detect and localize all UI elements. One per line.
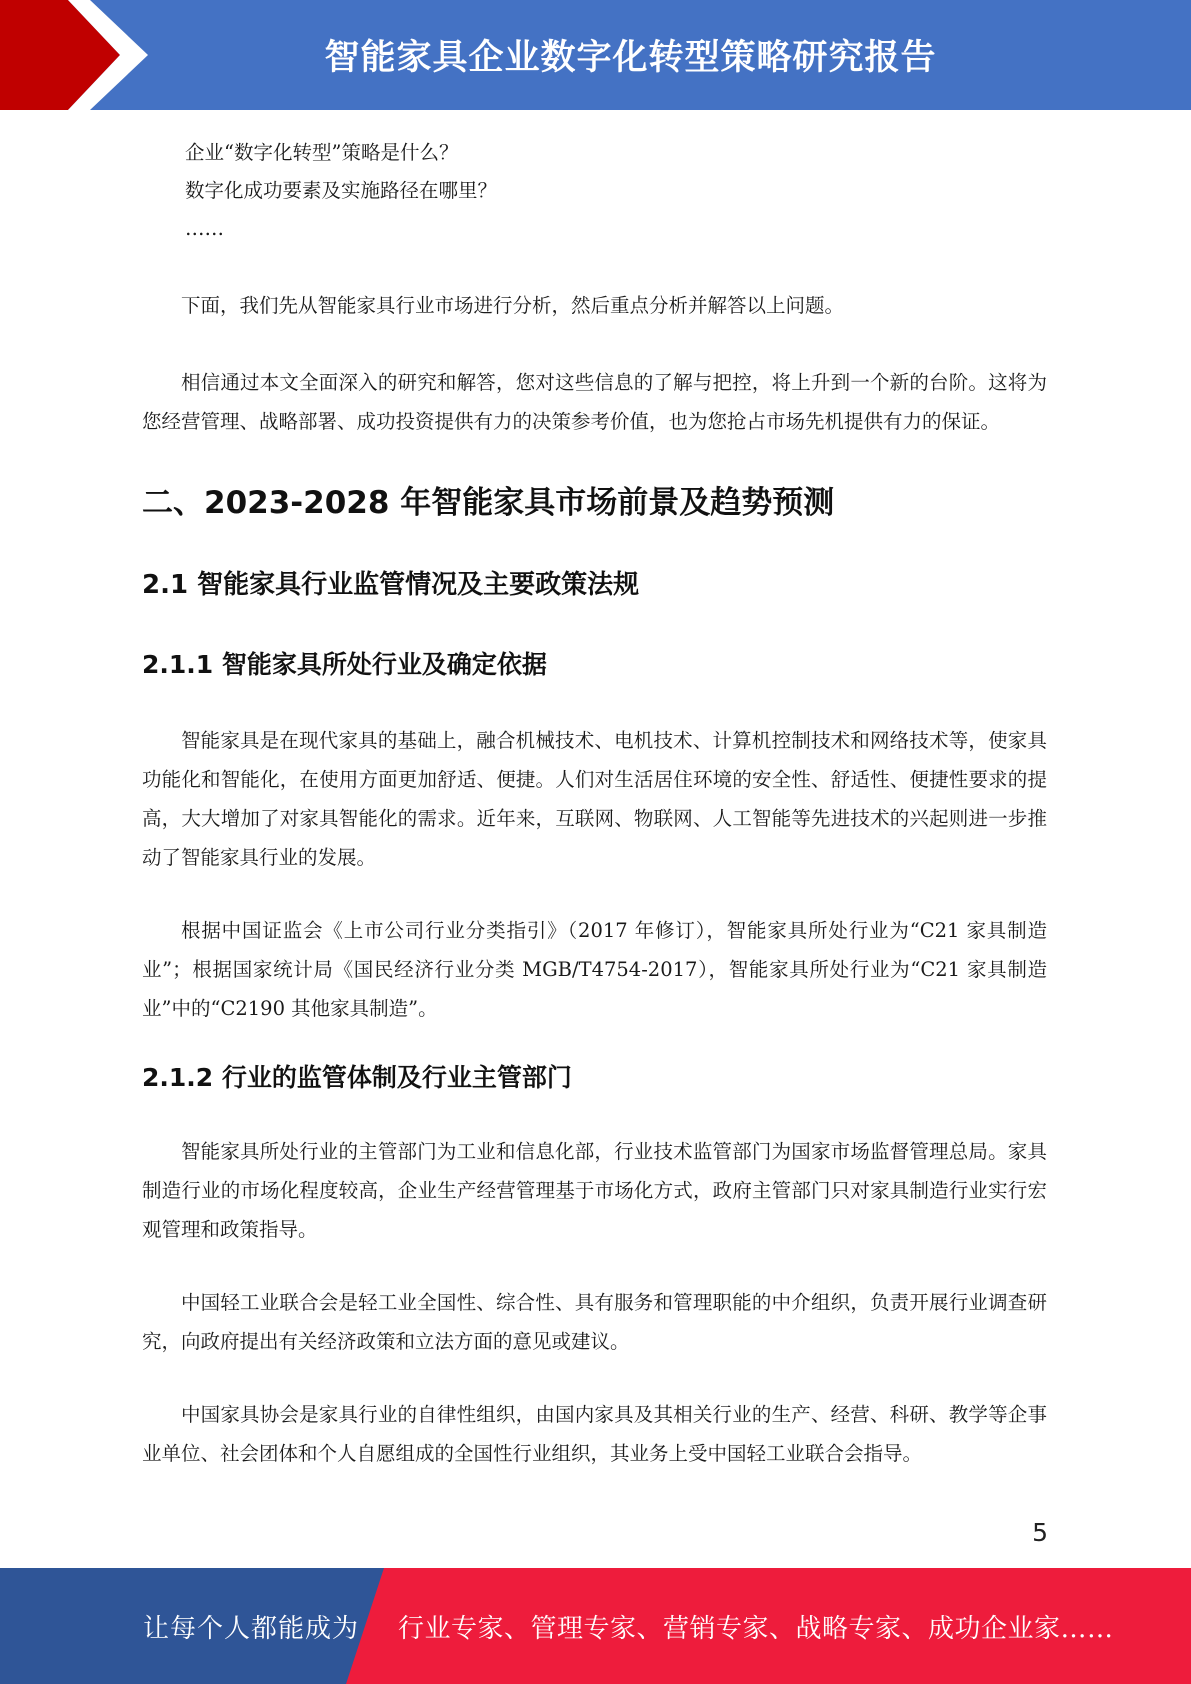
subsubsection-heading: 2.1.1 智能家具所处行业及确定依据 — [142, 650, 547, 679]
page-footer — [0, 1568, 1191, 1684]
section-heading: 二、2023-2028 年智能家具市场前景及趋势预测 — [142, 485, 835, 521]
intro-question: 数字化成功要素及实施路径在哪里？ — [185, 179, 498, 202]
intro-question: 企业“数字化转型”策略是什么？ — [185, 141, 459, 164]
intro-ellipsis: …… — [185, 217, 224, 240]
body-paragraph: 中国轻工业联合会是轻工业全国性、综合性、具有服务和管理职能的中介组织，负责开展行业调查研究，向政府提出有关经济政策和立法方面的意见或建议。 — [142, 1291, 1047, 1353]
chevron-arrow-icon — [0, 0, 150, 110]
document-body — [142, 134, 1047, 1473]
subsubsection-heading: 2.1.2 行业的监管体制及行业主管部门 — [142, 1063, 572, 1092]
body-paragraph: 中国家具协会是家具行业的自律性组织，由国内家具及其相关行业的生产、经营、科研、教学等企事业单位、社会团体和个人自愿组成的全国性行业组织，其业务上受中国轻工业联合会指导。 — [142, 1403, 1047, 1465]
page-number: 5 — [1032, 1518, 1048, 1547]
body-paragraph: 根据中国证监会《上市公司行业分类指引》（2017 年修订），智能家具所处行业为“C21 家具制造业”；根据国家统计局《国民经济行业分类 MGB/T4754-2017），智能家具所处行业为“C21 家具制造业”中的“C2190 其他家具制造”。 — [142, 919, 1047, 1020]
footer-slogan-prefix: 让每个人都能成为 — [143, 1613, 360, 1644]
body-paragraph: 智能家具所处行业的主管部门为工业和信息化部，行业技术监管部门为国家市场监督管理总局。家具制造行业的市场化程度较高，企业生产经营管理基于市场化方式，政府主管部门只对家具制造行业实行宏观管理和政策指导。 — [142, 1140, 1047, 1241]
page-header — [0, 0, 1191, 110]
footer-slogan-roles: 行业专家、管理专家、营销专家、战略专家、成功企业家…… — [398, 1613, 1114, 1644]
intro-paragraph: 下面，我们先从智能家具行业市场进行分析，然后重点分析并解答以上问题。 — [181, 294, 845, 317]
body-paragraph: 智能家具是在现代家具的基础上，融合机械技术、电机技术、计算机控制技术和网络技术等，使家具功能化和智能化，在使用方面更加舒适、便捷。人们对生活居住环境的安全性、舒适性、便捷性要求的提高，大大增加了对家具智能化的需求。近年来，互联网、物联网、人工智能等先进技术的兴起则进一步推动了智能家具行业的发展。 — [142, 729, 1047, 869]
intro-paragraph: 相信通过本文全面深入的研究和解答，您对这些信息的了解与把控，将上升到一个新的台阶。这将为您经营管理、战略部署、成功投资提供有力的决策参考价值，也为您抢占市场先机提供有力的保证。 — [142, 371, 1047, 433]
report-title: 智能家具企业数字化转型策略研究报告 — [324, 38, 937, 78]
subsection-heading: 2.1 智能家具行业监管情况及主要政策法规 — [142, 570, 640, 600]
